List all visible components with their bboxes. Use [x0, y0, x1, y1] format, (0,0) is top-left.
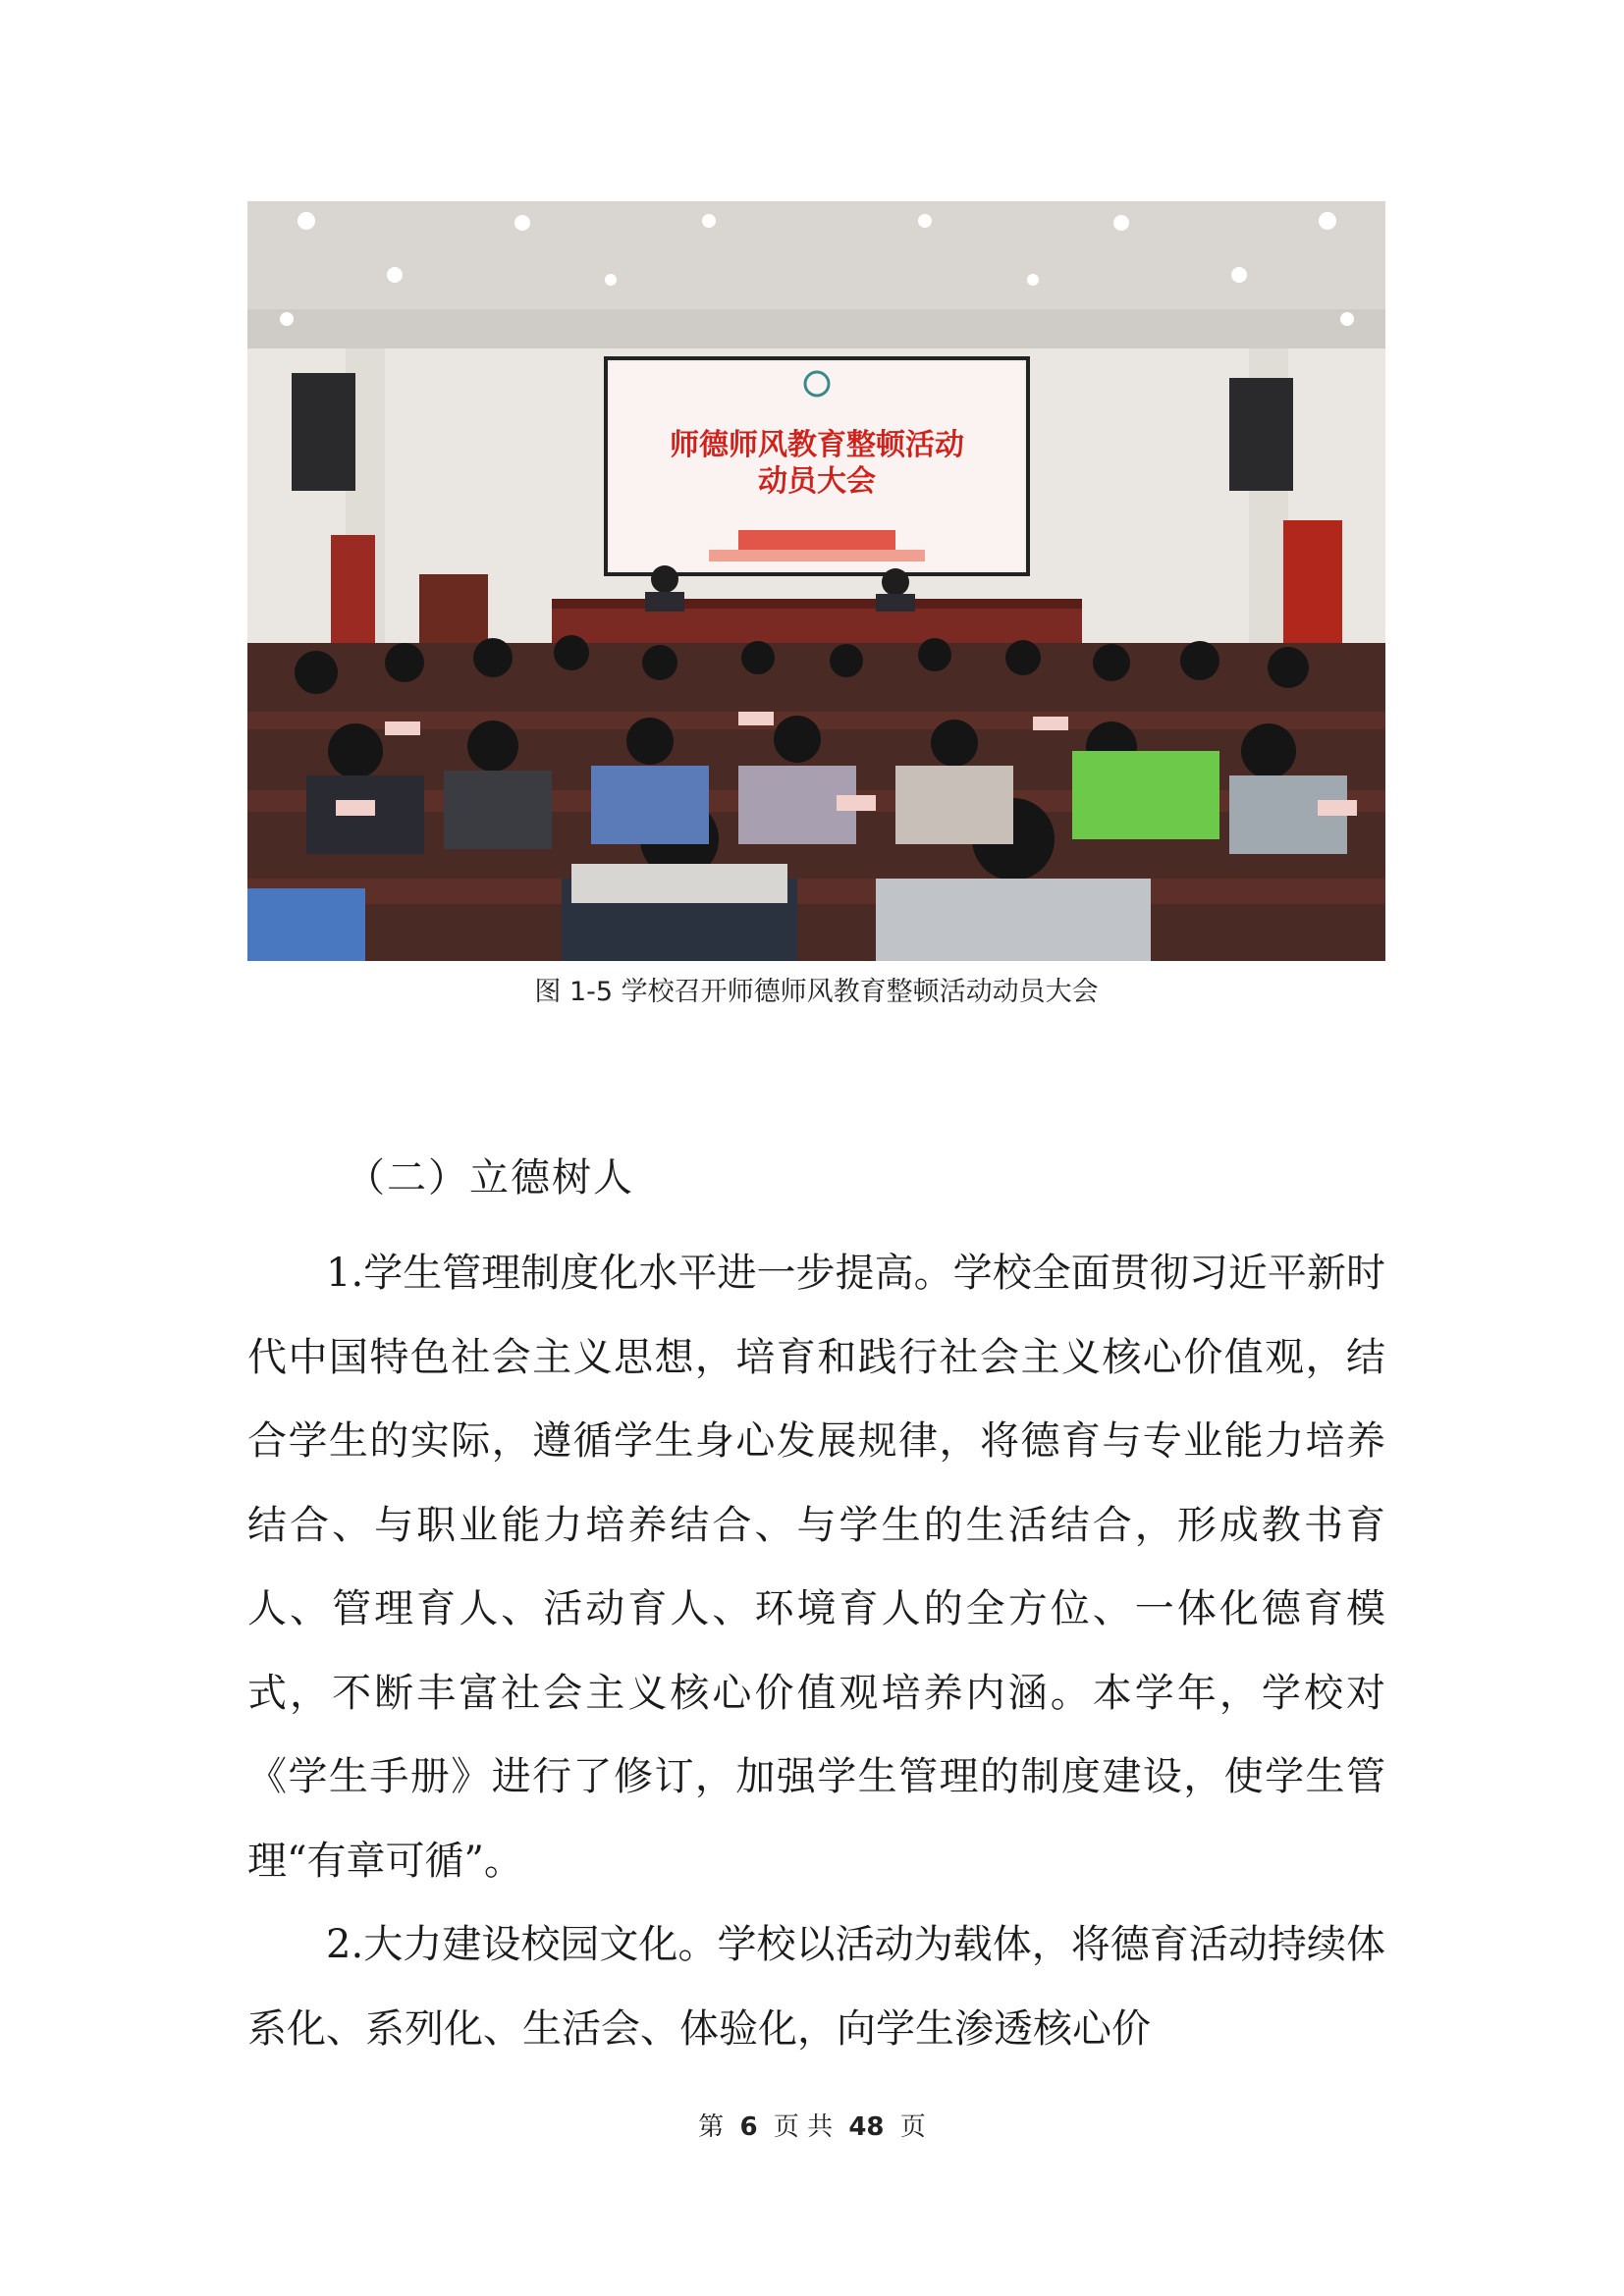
page-total: 48	[848, 2112, 885, 2142]
meeting-photo	[247, 201, 1385, 961]
paragraph: 2.大力建设校园文化。学校以活动为载体，将德育活动持续体系化、系列化、生活会、体验化，向学生渗透核心价	[247, 1922, 1385, 2052]
screen-title-line1: 师德师风教育整顿活动	[670, 428, 964, 462]
footer-prefix: 第	[698, 2112, 725, 2142]
screen-title-line2: 动员大会	[758, 464, 876, 499]
page-footer	[0, 2107, 1624, 2143]
section-heading: （二）立德树人	[346, 1155, 634, 1201]
figure-caption: 图 1-5 学校召开师德师风教育整顿活动动员大会	[534, 977, 1099, 1007]
page-number: 6	[739, 2112, 758, 2142]
paragraph: 1.学生管理制度化水平进一步提高。学校全面贯彻习近平新时代中国特色社会主义思想，培育和践行社会主义核心价值观，结合学生的实际，遵循学生身心发展规律，将德育与专业能力培养结合、与职业能力培养结合、与学生的生活结合，形成教书育人、管理育人、活动育人、环境育人的全方位、一体化德育模式，不断丰富社会主义核心价值观培养内涵。本学年，学校对《学生手册》进行了修订，加强学生管理的制度建设，使学生管理“有章可循”。	[247, 1251, 1385, 1884]
footer-suffix: 页	[899, 2112, 926, 2142]
footer-middle: 页 共	[773, 2112, 834, 2142]
body-text	[247, 1232, 1385, 2071]
